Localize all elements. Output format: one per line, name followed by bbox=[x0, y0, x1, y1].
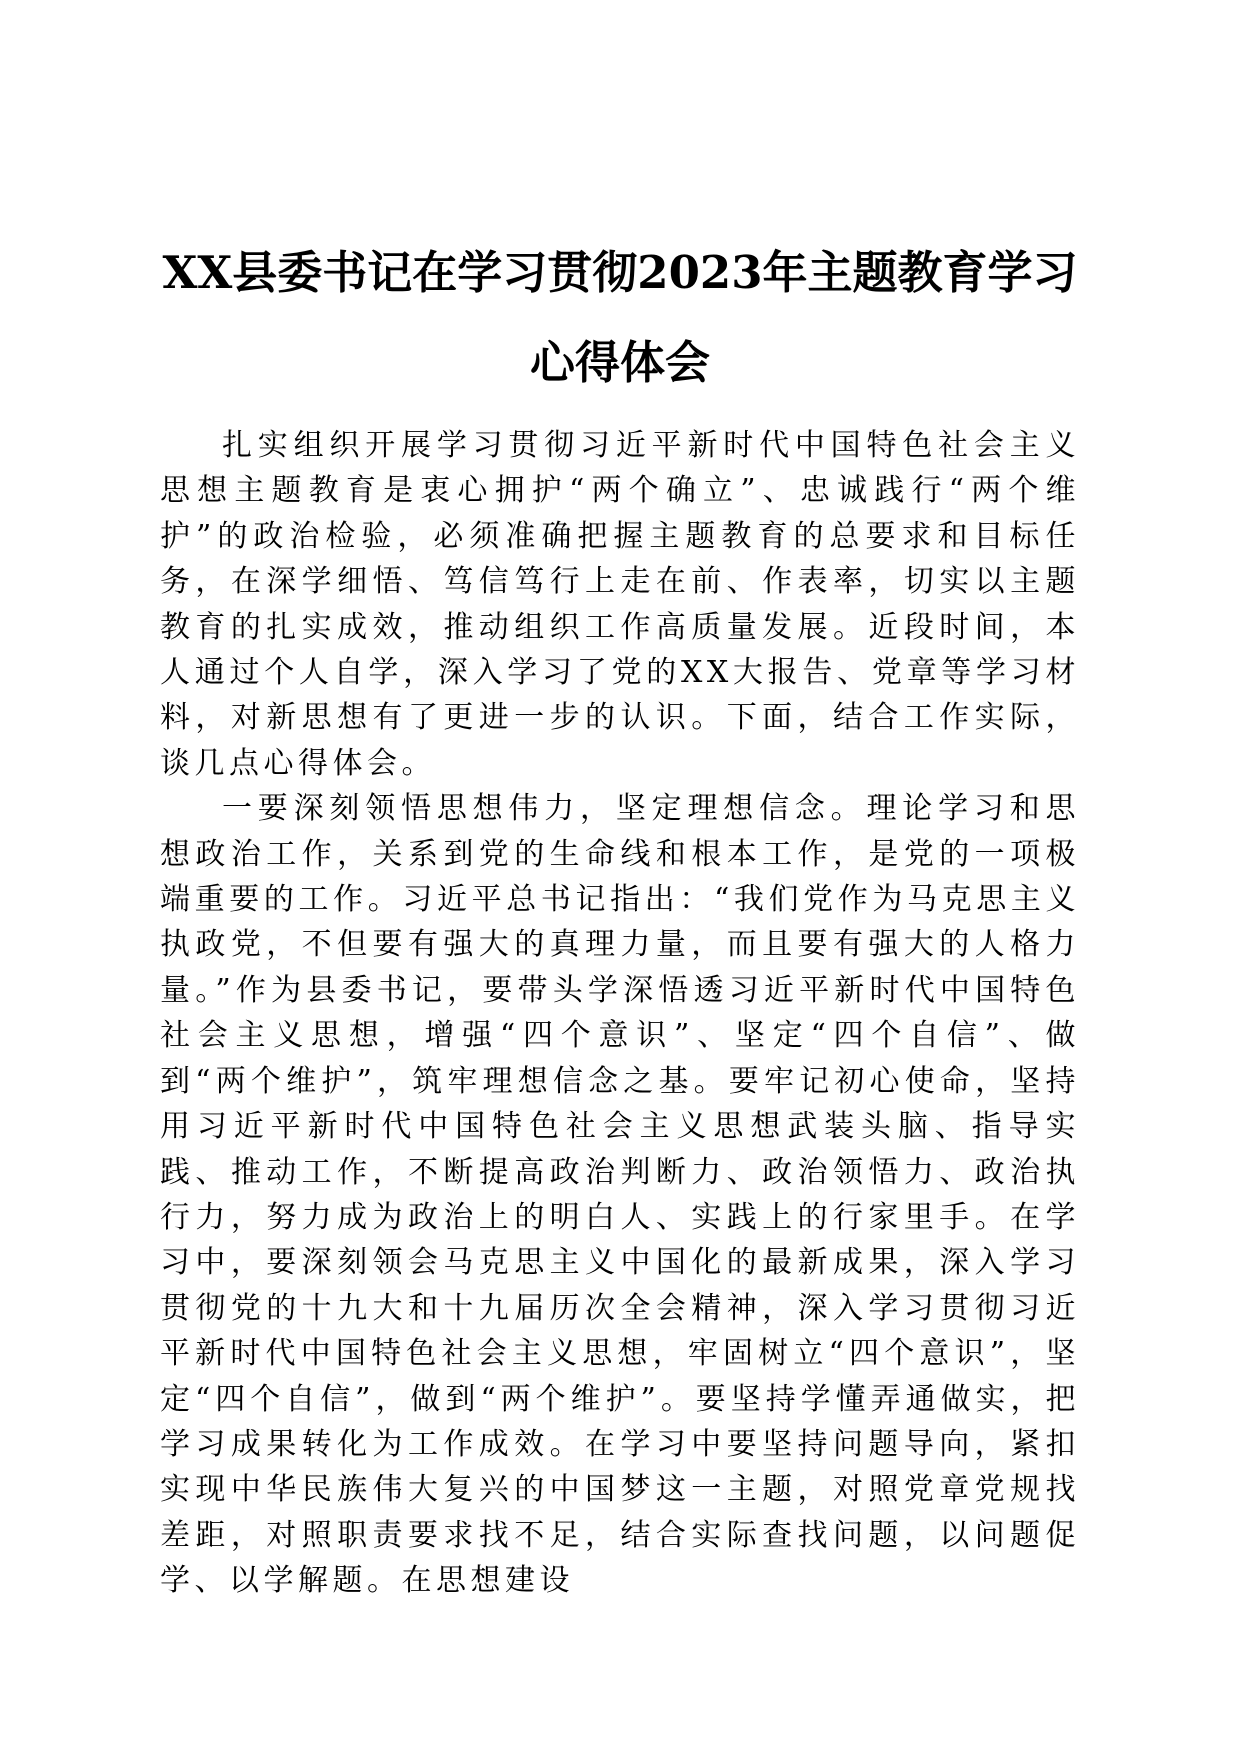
document-title bbox=[130, 228, 1110, 408]
paragraph-intro: 扎实组织开展学习贯彻习近平新时代中国特色社会主义思想主题教育是衷心拥护“两个确立”、忠诚践行“两个维护”的政治检验，必须准确把握主题教育的总要求和目标任务，在深学细悟、笃信笃行上走在前、作表率，切实以主题教育的扎实成效，推动组织工作高质量发展。近段时间，本人通过个人自学，深入学习了党的XX大报告、党章等学习材料，对新思想有了更进一步的认识。下面，结合工作实际，谈几点心得体会。 bbox=[160, 428, 1080, 781]
paragraph-point-1: 一要深刻领悟思想伟力，坚定理想信念。理论学习和思想政治工作，关系到党的生命线和根本工作，是党的一项极端重要的工作。习近平总书记指出：“我们党作为马克思主义执政党，不但要有强大的真理力量，而且要有强大的人格力量。”作为县委书记，要带头学深悟透习近平新时代中国特色社会主义思想，增强“四个意识”、坚定“四个自信”、做到“两个维护”，筑牢理想信念之基。要牢记初心使命，坚持用习近平新时代中国特色社会主义思想武装头脑、指导实践、推动工作，不断提高政治判断力、政治领悟力、政治执行力，努力成为政治上的明白人、实践上的行家里手。在学习中，要深刻领会马克思主义中国化的最新成果，深入学习贯彻党的十九大和十九届历次全会精神，深入学习贯彻习近平新时代中国特色社会主义思想，牢固树立“四个意识”，坚定“四个自信”，做到“两个维护”。要坚持学懂弄通做实，把学习成果转化为工作成效。在学习中要坚持问题导向，紧扣实现中华民族伟大复兴的中国梦这一主题，对照党章党规找差距，对照职责要求找不足，结合实际查找问题，以问题促学、以学解题。在思想建设 bbox=[160, 791, 1080, 1599]
document-body bbox=[160, 423, 1080, 1604]
title-line-2: 心得体会 bbox=[529, 336, 710, 389]
title-line-1: XX县委书记在学习贯彻2023年主题教育学习 bbox=[162, 246, 1078, 299]
